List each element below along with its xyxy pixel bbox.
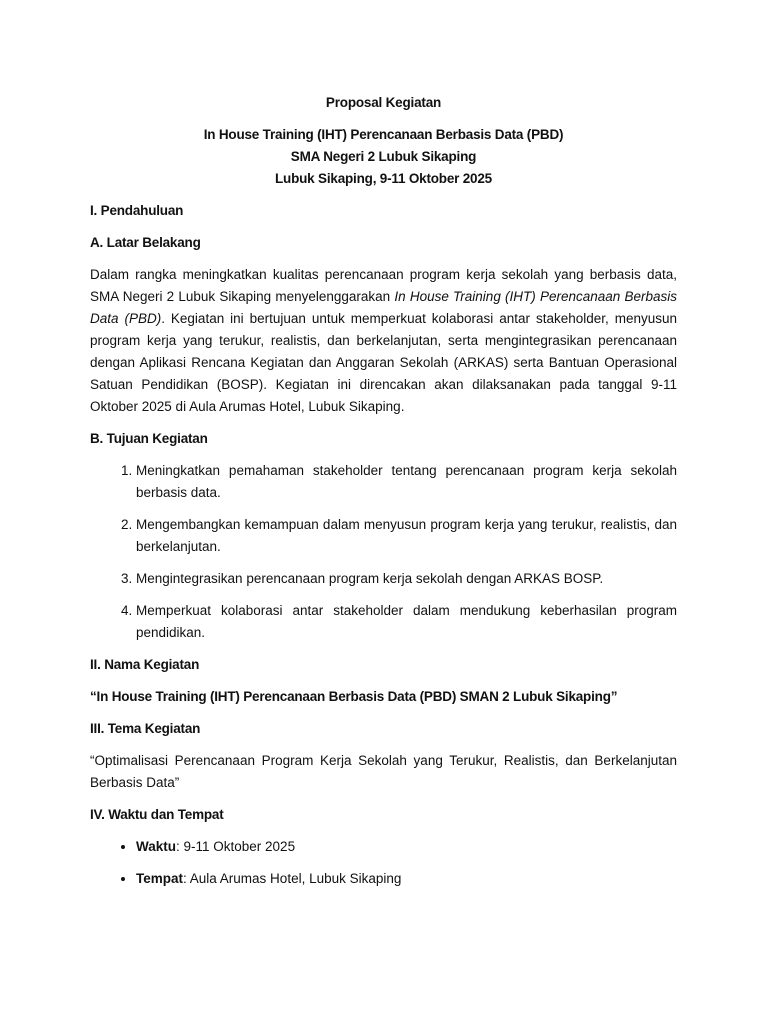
subtitle-school-name: SMA Negeri 2 Lubuk Sikaping [290,149,477,164]
goal-item: 3. Mengintegrasikan perencanaan program kerja sekolah dengan ARKAS BOSP. [136,568,677,590]
paragraph-text-start: Dalam rangka meningkatkan kualitas perencanaan program kerja sekolah yang berbasis data, SMA Negeri 2 Lubuk Sikaping menyelenggarakan [90,267,677,304]
paragraph-text-end: . Kegiatan ini bertujuan untuk memperkuat kolaborasi antar stakeholder, menyusun program kerja yang terukur, realistis, dan berkelanjutan, serta mengintegrasikan perencanaan dengan Aplikasi Rencana Kegiatan dan Anggaran Sekolah (ARKAS) serta Bantuan Operasional Satuan Pendidikan (BOSP). Kegiatan ini direncakan akan dilaksanakan pada tanggal 9-11 Oktober 2025 di Aula Arumas Hotel, Lubuk Sikaping. [90,311,677,414]
heading-tujuan-kegiatan: B. Tujuan Kegiatan [90,431,208,446]
heading-tema-kegiatan: III. Tema Kegiatan [90,721,201,736]
paragraph-text-italic: In House Training (IHT) Perencanaan Berbasis Data (PBD) [90,289,677,326]
document-title: Proposal Kegiatan [325,95,442,110]
heading-nama-kegiatan: II. Nama Kegiatan [90,657,200,672]
goal-item: 4. Memperkuat kolaborasi antar stakeholder dalam mendukung keberhasilan program pendidikan. [136,600,677,644]
place-label: Tempat [136,871,184,886]
heading-waktu-tempat: IV. Waktu dan Tempat [90,807,224,822]
document-page [90,92,677,900]
time-place-list [90,836,677,890]
place-value: : Aula Arumas Hotel, Lubuk Sikaping [183,871,402,886]
document-subtitle-block [90,124,677,190]
subtitle-event-name: In House Training (IHT) Perencanaan Berbasis Data (PBD) [203,127,564,142]
paragraph-latar-belakang [90,264,677,418]
place-item [136,868,677,890]
event-name-text: “In House Training (IHT) Perencanaan Berbasis Data (PBD) SMAN 2 Lubuk Sikaping” [90,689,618,704]
time-value: : 9-11 Oktober 2025 [176,839,296,854]
goal-item: 1. Meningkatkan pemahaman stakeholder tentang perencanaan program kerja sekolah berbasis data. [136,460,677,504]
time-item [136,836,677,858]
goal-item: 2. Mengembangkan kemampuan dalam menyusun program kerja yang terukur, realistis, dan berkelanjutan. [136,514,677,558]
goals-list [90,460,677,644]
heading-latar-belakang: A. Latar Belakang [90,235,201,250]
event-theme-text: “Optimalisasi Perencanaan Program Kerja Sekolah yang Terukur, Realistis, dan Berkelanjutan Berbasis Data” [90,753,677,790]
time-label: Waktu [136,839,176,854]
subtitle-place-date: Lubuk Sikaping, 9-11 Oktober 2025 [275,171,492,186]
heading-pendahuluan: I. Pendahuluan [90,203,184,218]
